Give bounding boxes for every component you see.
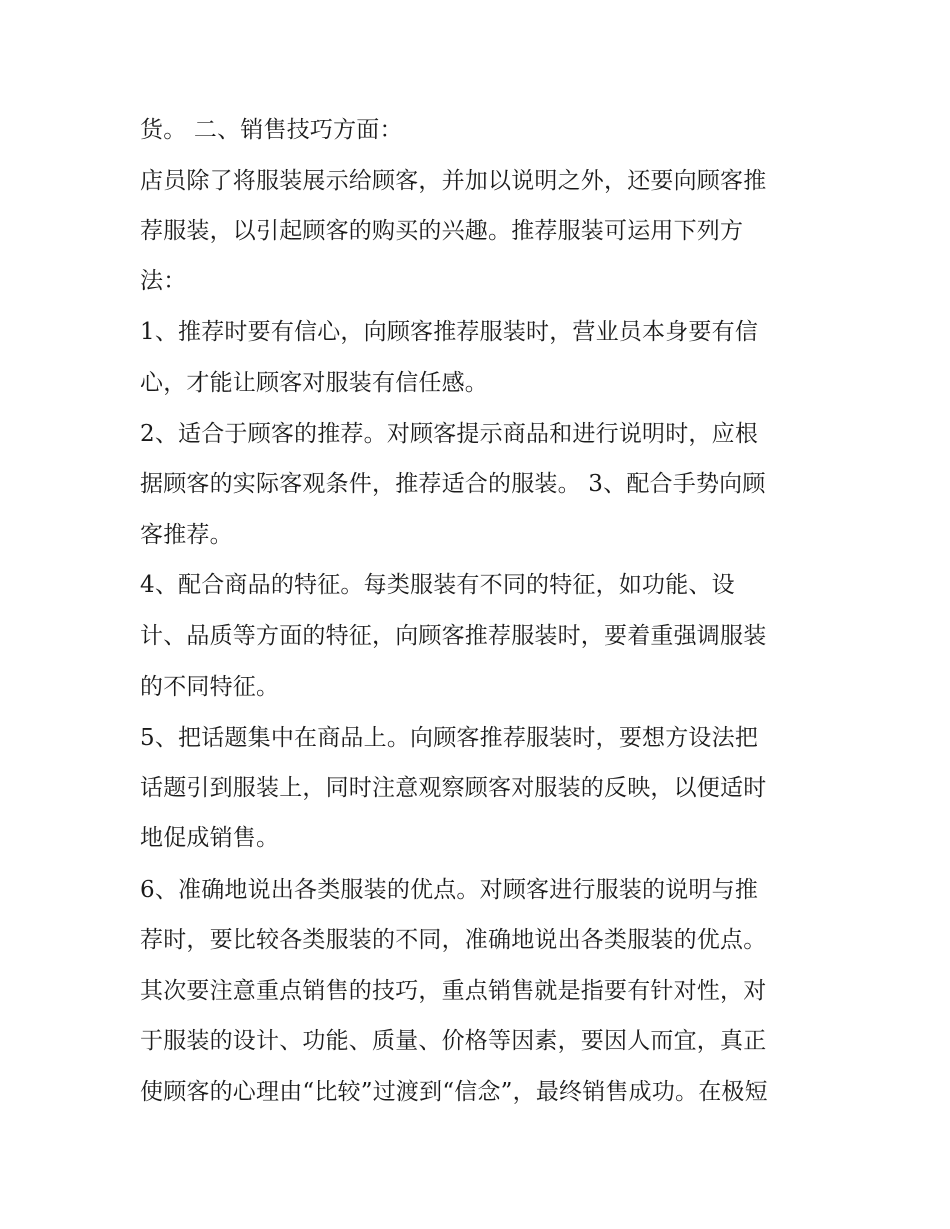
text-line: 荐时，要比较各类服装的不同，准确地说出各类服装的优点。: [140, 927, 767, 953]
text-line: 2、适合于顾客的推荐。对顾客提示商品和进行说明时，应根: [140, 421, 759, 447]
text-line: 于服装的设计、功能、质量、价格等因素，要因人而宜，真正: [140, 1028, 767, 1054]
text-line: 地促成销售。: [140, 825, 280, 851]
text-line: 货。 二、销售技巧方面：: [140, 117, 403, 143]
text-line: 计、品质等方面的特征，向顾客推荐服装时，要着重强调服装: [140, 623, 767, 649]
text-line: 5、把话题集中在商品上。向顾客推荐服装时，要想方设法把: [140, 725, 759, 751]
text-line: 心，才能让顾客对服装有信任感。: [140, 370, 488, 396]
text-line: 荐服装，以引起顾客的购买的兴趣。推荐服装可运用下列方: [140, 218, 744, 244]
text-line: 其次要注意重点销售的技巧，重点销售就是指要有针对性，对: [140, 978, 767, 1004]
text-line: 客推荐。: [140, 522, 233, 548]
text-line: 1、推荐时要有信心，向顾客推荐服装时，营业员本身要有信: [140, 319, 759, 345]
text-line: 话题引到服装上，同时注意观察顾客对服装的反映，以便适时: [140, 775, 767, 801]
text-line: 据顾客的实际客观条件，推荐适合的服装。 3、配合手势向顾: [140, 471, 766, 497]
text-line: 法：: [140, 268, 187, 294]
text-line: 6、准确地说出各类服装的优点。对顾客进行服装的说明与推: [140, 877, 759, 903]
text-line: 4、配合商品的特征。每类服装有不同的特征，如功能、设: [140, 572, 735, 598]
text-line: 店员除了将服装展示给顾客，并加以说明之外，还要向顾客推: [140, 168, 767, 194]
text-line: 的不同特征。: [140, 674, 280, 700]
text-line: 使顾客的心理由“比较”过渡到“信念”，最终销售成功。在极短: [140, 1079, 768, 1105]
